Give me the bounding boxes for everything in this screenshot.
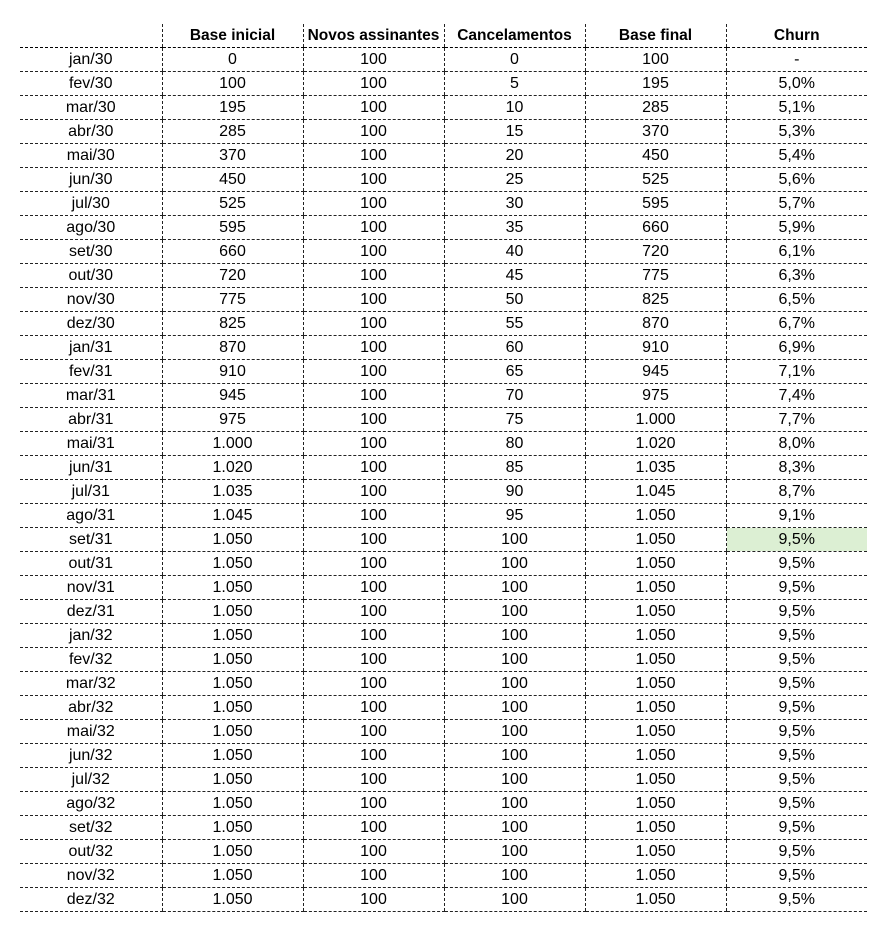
cancelamentos-cell[interactable]: 100	[444, 864, 585, 888]
novos-assinantes-cell[interactable]: 100	[303, 96, 444, 120]
base-final-cell[interactable]: 1.050	[585, 648, 726, 672]
month-cell[interactable]: set/30	[20, 240, 162, 264]
base-inicial-cell[interactable]: 1.020	[162, 456, 303, 480]
base-final-cell[interactable]: 1.050	[585, 864, 726, 888]
base-inicial-cell[interactable]: 1.050	[162, 672, 303, 696]
churn-cell[interactable]: 9,5%	[726, 648, 867, 672]
base-final-cell[interactable]: 825	[585, 288, 726, 312]
base-inicial-cell[interactable]: 870	[162, 336, 303, 360]
novos-assinantes-cell[interactable]: 100	[303, 264, 444, 288]
cancelamentos-cell[interactable]: 90	[444, 480, 585, 504]
month-cell[interactable]: ago/31	[20, 504, 162, 528]
novos-assinantes-cell[interactable]: 100	[303, 648, 444, 672]
month-cell[interactable]: nov/32	[20, 864, 162, 888]
novos-assinantes-cell[interactable]: 100	[303, 792, 444, 816]
cancelamentos-cell[interactable]: 95	[444, 504, 585, 528]
month-cell[interactable]: nov/31	[20, 576, 162, 600]
base-final-cell[interactable]: 870	[585, 312, 726, 336]
base-final-cell[interactable]: 1.050	[585, 576, 726, 600]
novos-assinantes-cell[interactable]: 100	[303, 336, 444, 360]
base-final-cell[interactable]: 1.020	[585, 432, 726, 456]
table-row	[20, 168, 867, 192]
cancelamentos-cell[interactable]: 60	[444, 336, 585, 360]
cancelamentos-cell[interactable]: 100	[444, 792, 585, 816]
churn-cell[interactable]: 5,4%	[726, 144, 867, 168]
base-inicial-cell[interactable]: 660	[162, 240, 303, 264]
month-cell[interactable]: dez/30	[20, 312, 162, 336]
month-cell[interactable]: set/31	[20, 528, 162, 552]
cancelamentos-cell[interactable]: 45	[444, 264, 585, 288]
month-cell[interactable]: jul/32	[20, 768, 162, 792]
table-row	[20, 864, 867, 888]
churn-cell[interactable]: 7,1%	[726, 360, 867, 384]
novos-assinantes-cell[interactable]: 100	[303, 720, 444, 744]
base-final-cell[interactable]: 1.050	[585, 888, 726, 912]
table-row	[20, 216, 867, 240]
month-cell[interactable]: abr/30	[20, 120, 162, 144]
month-cell[interactable]: out/32	[20, 840, 162, 864]
table-row	[20, 384, 867, 408]
churn-cell[interactable]: 9,5%	[726, 576, 867, 600]
month-cell[interactable]: out/31	[20, 552, 162, 576]
novos-assinantes-cell[interactable]: 100	[303, 744, 444, 768]
novos-assinantes-cell[interactable]: 100	[303, 384, 444, 408]
cancelamentos-cell[interactable]: 100	[444, 816, 585, 840]
base-inicial-cell[interactable]: 595	[162, 216, 303, 240]
cancelamentos-cell[interactable]: 65	[444, 360, 585, 384]
novos-assinantes-cell[interactable]: 100	[303, 624, 444, 648]
table-row	[20, 408, 867, 432]
month-cell[interactable]: dez/31	[20, 600, 162, 624]
cancelamentos-cell[interactable]: 0	[444, 48, 585, 72]
novos-assinantes-cell[interactable]: 100	[303, 600, 444, 624]
churn-cell[interactable]: 8,3%	[726, 456, 867, 480]
cancelamentos-cell[interactable]: 100	[444, 888, 585, 912]
base-final-cell[interactable]: 1.050	[585, 528, 726, 552]
header-cell-base-inicial[interactable]: Base inicial	[162, 24, 303, 48]
table-row	[20, 696, 867, 720]
table-row	[20, 888, 867, 912]
table-row	[20, 144, 867, 168]
table-row	[20, 816, 867, 840]
month-cell[interactable]: jan/32	[20, 624, 162, 648]
churn-cell[interactable]: 9,5%	[726, 528, 867, 552]
month-cell[interactable]: mar/32	[20, 672, 162, 696]
table-row	[20, 768, 867, 792]
month-cell[interactable]: ago/32	[20, 792, 162, 816]
base-inicial-cell[interactable]: 1.050	[162, 696, 303, 720]
churn-cell[interactable]: -	[726, 48, 867, 72]
base-inicial-cell[interactable]: 945	[162, 384, 303, 408]
base-inicial-cell[interactable]: 1.050	[162, 576, 303, 600]
month-cell[interactable]: mar/31	[20, 384, 162, 408]
churn-cell[interactable]: 5,9%	[726, 216, 867, 240]
table-row	[20, 840, 867, 864]
base-inicial-cell[interactable]: 1.050	[162, 864, 303, 888]
churn-cell[interactable]: 6,1%	[726, 240, 867, 264]
base-final-cell[interactable]: 975	[585, 384, 726, 408]
month-cell[interactable]: mai/31	[20, 432, 162, 456]
month-cell[interactable]: ago/30	[20, 216, 162, 240]
month-cell[interactable]: jan/31	[20, 336, 162, 360]
cancelamentos-cell[interactable]: 100	[444, 624, 585, 648]
month-cell[interactable]: nov/30	[20, 288, 162, 312]
cancelamentos-cell[interactable]: 75	[444, 408, 585, 432]
novos-assinantes-cell[interactable]: 100	[303, 696, 444, 720]
base-final-cell[interactable]: 775	[585, 264, 726, 288]
churn-cell[interactable]: 6,5%	[726, 288, 867, 312]
churn-cell[interactable]: 7,7%	[726, 408, 867, 432]
churn-cell[interactable]: 9,5%	[726, 792, 867, 816]
month-cell[interactable]: jul/30	[20, 192, 162, 216]
base-inicial-cell[interactable]: 1.045	[162, 504, 303, 528]
base-final-cell[interactable]: 195	[585, 72, 726, 96]
month-cell[interactable]: jun/31	[20, 456, 162, 480]
table-row	[20, 792, 867, 816]
cancelamentos-cell[interactable]: 55	[444, 312, 585, 336]
novos-assinantes-cell[interactable]: 100	[303, 144, 444, 168]
base-inicial-cell[interactable]: 450	[162, 168, 303, 192]
base-final-cell[interactable]: 720	[585, 240, 726, 264]
novos-assinantes-cell[interactable]: 100	[303, 312, 444, 336]
churn-cell[interactable]: 5,3%	[726, 120, 867, 144]
month-cell[interactable]: dez/32	[20, 888, 162, 912]
table-row	[20, 336, 867, 360]
header-cell-novos-assinantes[interactable]: Novos assinantes	[303, 24, 444, 48]
novos-assinantes-cell[interactable]: 100	[303, 168, 444, 192]
churn-cell[interactable]: 5,7%	[726, 192, 867, 216]
table-row	[20, 288, 867, 312]
churn-cell[interactable]: 9,5%	[726, 624, 867, 648]
base-inicial-cell[interactable]: 775	[162, 288, 303, 312]
header-cell-month[interactable]	[20, 24, 162, 48]
cancelamentos-cell[interactable]: 70	[444, 384, 585, 408]
novos-assinantes-cell[interactable]: 100	[303, 432, 444, 456]
churn-cell[interactable]: 9,5%	[726, 888, 867, 912]
month-cell[interactable]: jun/32	[20, 744, 162, 768]
header-cell-cancelamentos[interactable]: Cancelamentos	[444, 24, 585, 48]
novos-assinantes-cell[interactable]: 100	[303, 408, 444, 432]
table-row	[20, 360, 867, 384]
churn-cell[interactable]: 9,1%	[726, 504, 867, 528]
churn-cell[interactable]: 9,5%	[726, 768, 867, 792]
table-row	[20, 96, 867, 120]
novos-assinantes-cell[interactable]: 100	[303, 576, 444, 600]
base-inicial-cell[interactable]: 1.035	[162, 480, 303, 504]
base-final-cell[interactable]: 100	[585, 48, 726, 72]
novos-assinantes-cell[interactable]: 100	[303, 528, 444, 552]
base-inicial-cell[interactable]: 370	[162, 144, 303, 168]
cancelamentos-cell[interactable]: 20	[444, 144, 585, 168]
month-cell[interactable]: out/30	[20, 264, 162, 288]
cancelamentos-cell[interactable]: 25	[444, 168, 585, 192]
table-row	[20, 312, 867, 336]
month-cell[interactable]: mar/30	[20, 96, 162, 120]
cancelamentos-cell[interactable]: 100	[444, 696, 585, 720]
table-row	[20, 240, 867, 264]
base-final-cell[interactable]: 1.050	[585, 816, 726, 840]
novos-assinantes-cell[interactable]: 100	[303, 192, 444, 216]
cancelamentos-cell[interactable]: 100	[444, 576, 585, 600]
table-row	[20, 720, 867, 744]
churn-cell[interactable]: 6,7%	[726, 312, 867, 336]
base-inicial-cell[interactable]: 1.050	[162, 720, 303, 744]
churn-cell[interactable]: 9,5%	[726, 552, 867, 576]
novos-assinantes-cell[interactable]: 100	[303, 288, 444, 312]
table-row	[20, 600, 867, 624]
churn-cell[interactable]: 6,9%	[726, 336, 867, 360]
novos-assinantes-cell[interactable]: 100	[303, 504, 444, 528]
cancelamentos-cell[interactable]: 30	[444, 192, 585, 216]
table-row	[20, 744, 867, 768]
cancelamentos-cell[interactable]: 100	[444, 768, 585, 792]
month-cell[interactable]: fev/32	[20, 648, 162, 672]
churn-cell[interactable]: 6,3%	[726, 264, 867, 288]
novos-assinantes-cell[interactable]: 100	[303, 672, 444, 696]
base-final-cell[interactable]: 910	[585, 336, 726, 360]
base-final-cell[interactable]: 595	[585, 192, 726, 216]
table-row	[20, 552, 867, 576]
header-row	[20, 24, 867, 48]
churn-cell[interactable]: 9,5%	[726, 840, 867, 864]
cancelamentos-cell[interactable]: 100	[444, 648, 585, 672]
base-inicial-cell[interactable]: 1.050	[162, 624, 303, 648]
base-inicial-cell[interactable]: 1.050	[162, 816, 303, 840]
novos-assinantes-cell[interactable]: 100	[303, 840, 444, 864]
cancelamentos-cell[interactable]: 100	[444, 744, 585, 768]
base-inicial-cell[interactable]: 1.050	[162, 648, 303, 672]
novos-assinantes-cell[interactable]: 100	[303, 888, 444, 912]
month-cell[interactable]: mai/32	[20, 720, 162, 744]
base-inicial-cell[interactable]: 1.000	[162, 432, 303, 456]
churn-cell[interactable]: 8,7%	[726, 480, 867, 504]
table-row	[20, 264, 867, 288]
header-cell-churn[interactable]: Churn	[726, 24, 867, 48]
table-row	[20, 72, 867, 96]
base-inicial-cell[interactable]: 195	[162, 96, 303, 120]
table-row	[20, 120, 867, 144]
cancelamentos-cell[interactable]: 50	[444, 288, 585, 312]
base-inicial-cell[interactable]: 1.050	[162, 840, 303, 864]
table-row	[20, 648, 867, 672]
month-cell[interactable]: jul/31	[20, 480, 162, 504]
base-final-cell[interactable]: 1.050	[585, 672, 726, 696]
month-cell[interactable]: jun/30	[20, 168, 162, 192]
base-inicial-cell[interactable]: 1.050	[162, 744, 303, 768]
churn-cell[interactable]: 7,4%	[726, 384, 867, 408]
cancelamentos-cell[interactable]: 5	[444, 72, 585, 96]
churn-cell[interactable]: 8,0%	[726, 432, 867, 456]
base-final-cell[interactable]: 370	[585, 120, 726, 144]
novos-assinantes-cell[interactable]: 100	[303, 456, 444, 480]
base-final-cell[interactable]: 1.050	[585, 792, 726, 816]
churn-cell[interactable]: 9,5%	[726, 696, 867, 720]
novos-assinantes-cell[interactable]: 100	[303, 240, 444, 264]
base-final-cell[interactable]: 945	[585, 360, 726, 384]
base-inicial-cell[interactable]: 720	[162, 264, 303, 288]
base-final-cell[interactable]: 1.050	[585, 624, 726, 648]
table-row	[20, 456, 867, 480]
churn-cell[interactable]: 9,5%	[726, 600, 867, 624]
table-row	[20, 624, 867, 648]
month-cell[interactable]: fev/31	[20, 360, 162, 384]
base-final-cell[interactable]: 1.050	[585, 744, 726, 768]
churn-table	[20, 24, 867, 912]
base-final-cell[interactable]: 285	[585, 96, 726, 120]
base-inicial-cell[interactable]: 1.050	[162, 552, 303, 576]
base-final-cell[interactable]: 660	[585, 216, 726, 240]
base-inicial-cell[interactable]: 1.050	[162, 600, 303, 624]
table-row	[20, 432, 867, 456]
cancelamentos-cell[interactable]: 40	[444, 240, 585, 264]
month-cell[interactable]: jan/30	[20, 48, 162, 72]
month-cell[interactable]: abr/32	[20, 696, 162, 720]
novos-assinantes-cell[interactable]: 100	[303, 816, 444, 840]
table-row	[20, 528, 867, 552]
base-inicial-cell[interactable]: 0	[162, 48, 303, 72]
cancelamentos-cell[interactable]: 15	[444, 120, 585, 144]
novos-assinantes-cell[interactable]: 100	[303, 480, 444, 504]
novos-assinantes-cell[interactable]: 100	[303, 552, 444, 576]
base-final-cell[interactable]: 1.050	[585, 600, 726, 624]
churn-cell[interactable]: 9,5%	[726, 720, 867, 744]
base-final-cell[interactable]: 1.050	[585, 696, 726, 720]
cancelamentos-cell[interactable]: 100	[444, 528, 585, 552]
table-row	[20, 504, 867, 528]
base-final-cell[interactable]: 1.050	[585, 504, 726, 528]
base-inicial-cell[interactable]: 825	[162, 312, 303, 336]
cancelamentos-cell[interactable]: 80	[444, 432, 585, 456]
novos-assinantes-cell[interactable]: 100	[303, 864, 444, 888]
base-final-cell[interactable]: 1.050	[585, 768, 726, 792]
base-inicial-cell[interactable]: 1.050	[162, 888, 303, 912]
churn-cell[interactable]: 9,5%	[726, 672, 867, 696]
base-final-cell[interactable]: 525	[585, 168, 726, 192]
cancelamentos-cell[interactable]: 100	[444, 840, 585, 864]
base-final-cell[interactable]: 1.000	[585, 408, 726, 432]
base-final-cell[interactable]: 1.045	[585, 480, 726, 504]
cancelamentos-cell[interactable]: 85	[444, 456, 585, 480]
cancelamentos-cell[interactable]: 35	[444, 216, 585, 240]
churn-cell[interactable]: 9,5%	[726, 864, 867, 888]
churn-cell[interactable]: 9,5%	[726, 816, 867, 840]
month-cell[interactable]: set/32	[20, 816, 162, 840]
churn-cell[interactable]: 9,5%	[726, 744, 867, 768]
month-cell[interactable]: abr/31	[20, 408, 162, 432]
cancelamentos-cell[interactable]: 100	[444, 552, 585, 576]
novos-assinantes-cell[interactable]: 100	[303, 72, 444, 96]
base-final-cell[interactable]: 1.050	[585, 552, 726, 576]
base-inicial-cell[interactable]: 1.050	[162, 528, 303, 552]
churn-cell[interactable]: 5,6%	[726, 168, 867, 192]
base-inicial-cell[interactable]: 100	[162, 72, 303, 96]
base-inicial-cell[interactable]: 1.050	[162, 792, 303, 816]
table-row	[20, 672, 867, 696]
novos-assinantes-cell[interactable]: 100	[303, 48, 444, 72]
table-row	[20, 480, 867, 504]
base-final-cell[interactable]: 1.035	[585, 456, 726, 480]
header-cell-base-final[interactable]: Base final	[585, 24, 726, 48]
novos-assinantes-cell[interactable]: 100	[303, 768, 444, 792]
month-cell[interactable]: fev/30	[20, 72, 162, 96]
table-row	[20, 192, 867, 216]
base-final-cell[interactable]: 1.050	[585, 840, 726, 864]
base-final-cell[interactable]: 1.050	[585, 720, 726, 744]
churn-cell[interactable]: 5,0%	[726, 72, 867, 96]
base-final-cell[interactable]: 450	[585, 144, 726, 168]
novos-assinantes-cell[interactable]: 100	[303, 216, 444, 240]
cancelamentos-cell[interactable]: 10	[444, 96, 585, 120]
novos-assinantes-cell[interactable]: 100	[303, 120, 444, 144]
base-inicial-cell[interactable]: 285	[162, 120, 303, 144]
month-cell[interactable]: mai/30	[20, 144, 162, 168]
table-row	[20, 576, 867, 600]
churn-cell[interactable]: 5,1%	[726, 96, 867, 120]
base-inicial-cell[interactable]: 910	[162, 360, 303, 384]
base-inicial-cell[interactable]: 525	[162, 192, 303, 216]
table-row	[20, 48, 867, 72]
base-inicial-cell[interactable]: 1.050	[162, 768, 303, 792]
cancelamentos-cell[interactable]: 100	[444, 720, 585, 744]
cancelamentos-cell[interactable]: 100	[444, 672, 585, 696]
base-inicial-cell[interactable]: 975	[162, 408, 303, 432]
cancelamentos-cell[interactable]: 100	[444, 600, 585, 624]
novos-assinantes-cell[interactable]: 100	[303, 360, 444, 384]
